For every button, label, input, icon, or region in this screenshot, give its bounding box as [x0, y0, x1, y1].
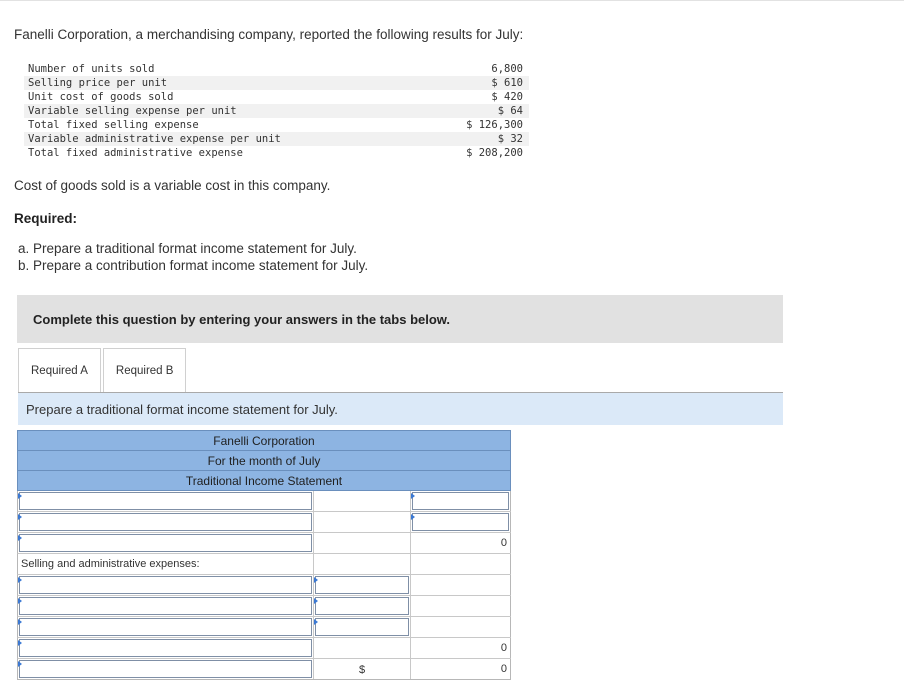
- input-marker-icon: [18, 640, 22, 646]
- line-label-cell: [18, 596, 314, 616]
- instruction-bar: [17, 295, 783, 343]
- task-a: a. Prepare a traditional format income statement for July.: [18, 241, 357, 256]
- fact-row: [24, 104, 529, 118]
- tab-bar: [18, 348, 188, 393]
- line-label-input[interactable]: [19, 618, 312, 636]
- task-b: b. Prepare a contribution format income statement for July.: [18, 258, 369, 273]
- blank-cell: [314, 638, 411, 658]
- subtotal-value: 0: [411, 533, 511, 553]
- line-label-cell: [18, 491, 314, 511]
- blank-cell: [314, 512, 411, 532]
- statement-title: Traditional Income Statement: [17, 470, 511, 491]
- input-marker-icon: [18, 619, 22, 625]
- problem-intro: Fanelli Corporation, a merchandising company, reported the following results for July:: [14, 27, 524, 42]
- statement-company: Fanelli Corporation: [17, 430, 511, 451]
- table-row: [17, 659, 511, 680]
- currency-symbol: $: [314, 659, 411, 679]
- fact-row: [24, 76, 529, 90]
- blank-cell: [411, 554, 511, 574]
- income-statement: [17, 430, 511, 680]
- table-row: [17, 491, 511, 512]
- input-marker-icon: [18, 598, 22, 604]
- table-row: [17, 554, 511, 575]
- amount-cell: [411, 491, 511, 511]
- fact-value: $ 610: [491, 77, 523, 89]
- table-row: [17, 512, 511, 533]
- instruction-text: Complete this question by entering your answers in the tabs below.: [33, 311, 451, 327]
- fact-row: [24, 62, 529, 76]
- blank-cell: [411, 617, 511, 637]
- line-label-input[interactable]: [19, 492, 312, 510]
- line-label-cell: [18, 659, 314, 679]
- fact-value: 6,800: [491, 63, 523, 75]
- table-row: [17, 533, 511, 554]
- line-label-input[interactable]: [19, 660, 312, 678]
- blank-cell: [314, 491, 411, 511]
- top-divider: [0, 0, 904, 1]
- fact-label: Number of units sold: [28, 63, 155, 75]
- fact-row: [24, 118, 529, 132]
- fact-label: Unit cost of goods sold: [28, 91, 174, 103]
- fact-label: Total fixed administrative expense: [28, 147, 243, 159]
- amount-input[interactable]: [412, 513, 509, 531]
- input-marker-icon: [411, 493, 415, 499]
- blank-cell: [314, 554, 411, 574]
- input-marker-icon: [18, 514, 22, 520]
- tab-prompt-text: Prepare a traditional format income statement for July.: [26, 401, 338, 417]
- input-marker-icon: [411, 514, 415, 520]
- fact-row: [24, 132, 529, 146]
- expense-amount-input[interactable]: [315, 618, 409, 636]
- line-label-input[interactable]: [19, 597, 312, 615]
- tab-prompt: [18, 393, 783, 425]
- cost-note: Cost of goods sold is a variable cost in this company.: [14, 178, 331, 193]
- line-label-input[interactable]: [19, 513, 312, 531]
- input-marker-icon: [18, 577, 22, 583]
- blank-cell: [411, 596, 511, 616]
- sga-label: Selling and administrative expenses:: [18, 554, 314, 574]
- tab-required-a[interactable]: Required A: [18, 348, 101, 393]
- line-label-cell: [18, 617, 314, 637]
- line-label-cell: [18, 575, 314, 595]
- net-operating-income-value: 0: [411, 659, 511, 679]
- line-label-cell: [18, 533, 314, 553]
- fact-row: [24, 146, 529, 160]
- expense-amount-cell: [314, 575, 411, 595]
- fact-value: $ 126,300: [466, 119, 523, 131]
- input-marker-icon: [314, 598, 318, 604]
- line-label-input[interactable]: [19, 576, 312, 594]
- expense-amount-input[interactable]: [315, 597, 409, 615]
- fact-value: $ 32: [497, 133, 523, 145]
- blank-cell: [314, 533, 411, 553]
- input-marker-icon: [18, 493, 22, 499]
- table-row: [17, 575, 511, 596]
- fact-label: Total fixed selling expense: [28, 119, 199, 131]
- amount-input[interactable]: [412, 492, 509, 510]
- table-row: [17, 596, 511, 617]
- fact-label: Variable administrative expense per unit: [28, 133, 281, 145]
- fact-label: Selling price per unit: [28, 77, 168, 89]
- expense-amount-cell: [314, 596, 411, 616]
- required-heading: Required:: [14, 211, 78, 226]
- line-label-cell: [18, 638, 314, 658]
- fact-value: $ 64: [497, 105, 523, 117]
- input-marker-icon: [314, 577, 318, 583]
- amount-cell: [411, 512, 511, 532]
- expense-amount-cell: [314, 617, 411, 637]
- fact-row: [24, 90, 529, 104]
- expense-amount-input[interactable]: [315, 576, 409, 594]
- table-row: [17, 617, 511, 638]
- fact-label: Variable selling expense per unit: [28, 105, 237, 117]
- table-row: [17, 638, 511, 659]
- fact-value: $ 208,200: [466, 147, 523, 159]
- statement-period: For the month of July: [17, 450, 511, 471]
- tab-required-b[interactable]: Required B: [103, 348, 187, 393]
- facts-table: [24, 62, 529, 160]
- input-marker-icon: [314, 619, 318, 625]
- input-marker-icon: [18, 661, 22, 667]
- total-sga-value: 0: [411, 638, 511, 658]
- line-label-cell: [18, 512, 314, 532]
- fact-value: $ 420: [491, 91, 523, 103]
- line-label-input[interactable]: [19, 534, 312, 552]
- blank-cell: [411, 575, 511, 595]
- line-label-input[interactable]: [19, 639, 312, 657]
- input-marker-icon: [18, 535, 22, 541]
